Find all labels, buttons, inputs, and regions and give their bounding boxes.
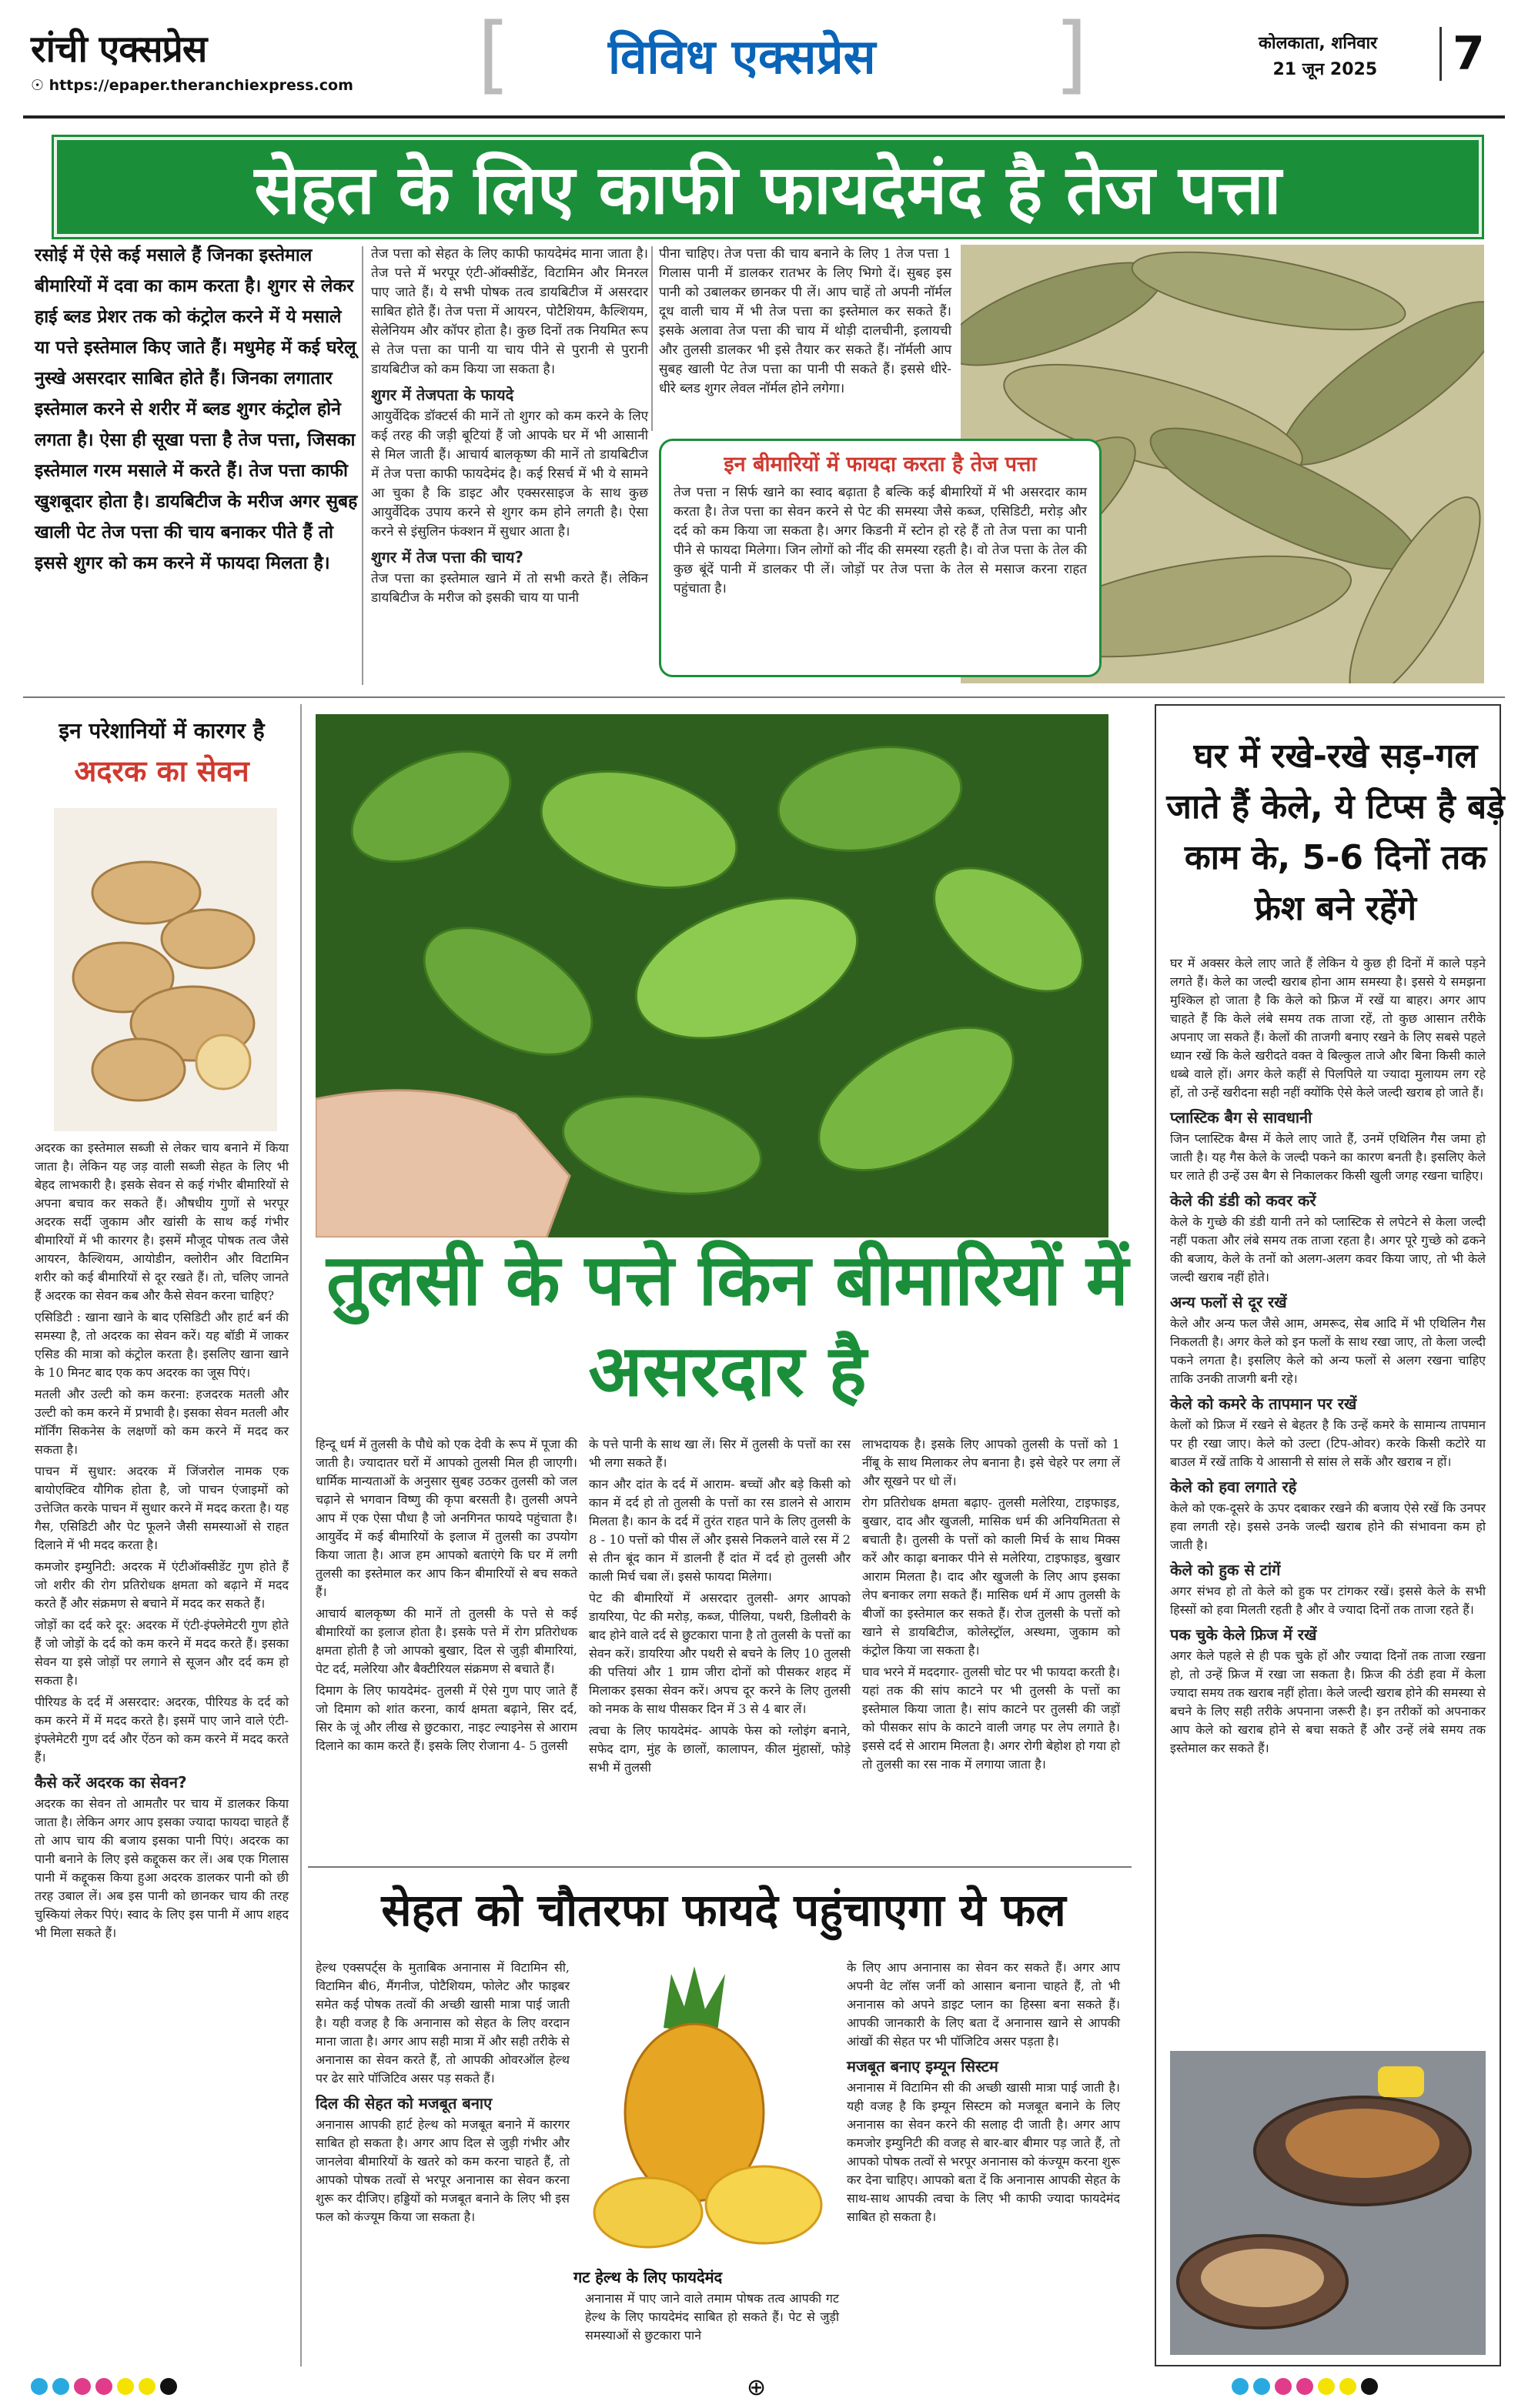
ginger-para: जोड़ों का दर्द करे दूर: अदरक में एंटी-इंफ्लेमेटरी गुण होते हैं जो जोड़ों के दर्द को कम करने में मदद करते हैं। इसका सेवन या इसे जोड़ों पर लगाने से सूजन और दर्द कम हो सकता है। xyxy=(35,1618,289,1688)
basil-para: के पत्ते पानी के साथ खा लें। सिर में तुलसी के पत्तों का रस भी लगा सकते हैं। xyxy=(589,1437,851,1470)
pineapple-subhead: दिल की सेहत को मजबूत बनाए xyxy=(316,2094,493,2112)
basil-col2 xyxy=(589,1435,851,1780)
ginger-para: पाचन में सुधार: अदरक में जिंजरोल नामक एक बायोएक्टिव यौगिक होता है, जो पाचन एंजाइमों को उत्तेजित करके पाचन में सुधार करने में मदद करता है। यह गैस, एसिडिटी और पेट फूलने जैसी समस्याओं से राहत दिलाने में भी मदद करता है। xyxy=(35,1464,289,1552)
bay-leaf-lead: रसोई में ऐसे कई मसाले हैं जिनका इस्तेमाल बीमारियों में दवा का काम करता है। शुगर से लेकर हाई ब्लड प्रेशर तक को कंट्रोल करने में ये मसाले या पत्ते इस्तेमाल किए जाते हैं। मधुमेह में कई घरेलू नुस्खे असरदार साबित होते हैं। जिनका लगातार इस्तेमाल करने से शरीर में ब्लड शुगर कंट्रोल होने लगता है। ऐसा ही सूखा पत्ता है तेज पत्ता, जिसका इस्तेमाल गरम मसाले में करते हैं। तेज पत्ता काफी खुशबूदार होता है। डायबिटीज के मरीज अगर सुबह खाली पेट तेज पत्ता की चाय बनाकर पीते हैं तो इससे शुगर को कम करने में फायदा मिलता है। xyxy=(35,245,358,573)
masthead-rule xyxy=(23,115,1505,119)
pineapple-headline: सेहत को चौतरफा फायदे पहुंचाएगा ये फल xyxy=(381,1884,1066,1936)
banana-headline: घर में रखे-रखे सड़-गल जाते हैं केले, ये टिप्स है बड़े काम के, 5-6 दिनों तक फ्रेश बने रहेंगे xyxy=(1166,736,1505,928)
basil-para: कान और दांत के दर्द में आराम- बच्चों और बड़े किसी को कान में दर्द हो तो तुलसी के पत्तों का रस डालने से आराम मिलता है। कान के दर्द में तुरंत राहत पाने के लिए तुलसी के 8 - 10 पत्तों को पीस लें और इससे निकलने वाले रस में 2 से तीन बूंद कान में डालनी हैं दांत में दर्द हो तुलसी और काली मिर्च चबा लें। इससे फायदा मिलेगा। xyxy=(589,1477,851,1584)
ginger-para: पीरियड के दर्द में असरदार: अदरक, पीरियड के दर्द को कम करने में में मदद करते है। इसमें पाए जाने वाले एंटी-इंफ्लेमेटरी गुण दर्द और ऐंठन को कम करने में मदद करते हैं। xyxy=(35,1695,289,1765)
ginger-illustration xyxy=(54,808,277,1131)
pineapple-para: अनानास आपकी हार्ट हेल्थ को मजबूत बनाने में कारगर साबित हो सकता है। अगर आप दिल से जुड़ी गंभीर और जानलेवा बीमारियों के खतरे को कम करना चाहते हैं, तो आपको पोषक तत्वों से भरपूर अनानास का सेवन करना शुरू कर दीजिए। हड्डियों को मजबूत बनाने के लिए भी इस फल को कंज्यूम किया जा सकता है। xyxy=(316,2117,570,2224)
basil-para: पेट की बीमारियों में असरदार तुलसी- अगर आपको डायरिया, पेट की मरोड़, कब्ज, पीलिया, पथरी, डिलीवरी के बाद होने वाले दर्द से छुटकारा पाना है तो तुलसी के पत्तों का सेवन करें। डायरिया और पथरी से बचने के लिए 10 तुलसी की पत्तियां और 1 ग्राम जीरा दोनों को पीसकर शहद में मिलाकर इसका सेवन करें। अपच दूर करने के लिए तुलसी को नमक के साथ पीसकर दिन में 3 से 4 बार लें। xyxy=(589,1591,851,1716)
pineapple-subhead: मजबूत बनाए इम्यून सिस्टम xyxy=(847,2057,998,2076)
bay-leaf-headline: सेहत के लिए काफी फायदेमंद है तेज पत्ता xyxy=(54,137,1482,237)
section-rule xyxy=(308,1866,1132,1868)
ginger-subhead: कैसे करें अदरक का सेवन? xyxy=(35,1773,187,1792)
pineapple-col3 xyxy=(847,1959,1120,2229)
banana-para: घर में अक्सर केले लाए जाते हैं लेकिन ये कुछ ही दिनों में काले पड़ने लगते हैं। केले का जल्दी खराब होना आम समस्या है। इससे ये समझना मुश्किल हो जाता है कि केले को फ्रिज में रखें या बाहर। अगर आप चाहते हैं कि केले लंबे समय तक ताजा रहें, तो कुछ आसान तरीके अपनाए जा सकते हैं। केलों की ताजगी बनाए रखने के लिए सबसे पहले ध्यान रखें कि केले खरीदते वक्त वे बिल्कुल ताजे और बिना किसी काले धब्बे वाले हों। अगर केले कहीं से पिलपिले या ज्यादा मुलायम लग रहे हों, तो उन्हें खरीदना सही नहीं क्योंकि ऐसे केले जल्दी खराब हो जाते हैं। xyxy=(1170,956,1486,1100)
basil-para: दिमाग के लिए फायदेमंद- तुलसी में ऐसे गुण पाए जाते हैं जो दिमाग को शांत करना, कार्य क्षमता बढ़ाने, सिर दर्द, सिर के जूं और लीख से छुटकारा, नाइट ल्याइनेस से आराम दिलाने का काम करते हैं। इसके लिए रोजाना 4- 5 तुलसी xyxy=(316,1683,577,1753)
bay-leaf-para: तेज पत्ता को सेहत के लिए काफी फायदेमंद माना जाता है। तेज पत्ते में भरपूर एंटी-ऑक्सीडेंट, विटामिन और मिनरल पाए जाते हैं। ये सभी पोषक तत्व डायबिटीज में असरदार साबित होते हैं। तेज पत्ता में आयरन, पोटैशियम, कैल्शियम, सेलेनियम और कॉपर होता है। कुछ दिनों तक नियमित रूप से तेज पत्ता का पानी या चाय पीने से पुरानी से पुरानी डायबिटीज को कम किया जा सकता है। xyxy=(371,246,648,377)
issue-date: 21 जून 2025 xyxy=(1272,60,1378,79)
newspaper-logo: रांची एक्सप्रेस xyxy=(31,28,207,71)
pineapple-para: अनानास में पाए जाने वाले तमाम पोषक तत्व आपकी गट हेल्थ के लिए फायदेमंद साबित हो सकते हैं। पेट से जुड़ी समस्याओं से छुटकारा पाने xyxy=(585,2291,839,2343)
banana-para: केलों को फ्रिज में रखने से बेहतर है कि उन्हें कमरे के सामान्य तापमान पर ही रखा जाए। केले को उल्टा (टिप-ओवर) करके किसी कटोरे या बाउल में रखें ताकि ये आसानी से सांस ले सकें और खराब न हों। xyxy=(1170,1418,1486,1469)
globe-icon: ☉ xyxy=(31,77,49,94)
kitchen-photo xyxy=(1170,2051,1486,2355)
banana-subhead: केले की डंडी को कवर करें xyxy=(1170,1191,1316,1210)
ginger-para: कमजोर इम्युनिटी: अदरक में एंटीऑक्सीडेंट गुण होते हैं जो शरीर की रोग प्रतिरोधक क्षमता को बढ़ाने में मदद करते हैं और संक्रमण से बचाने में मदद कर सकते हैं। xyxy=(35,1559,289,1611)
pineapple-photo xyxy=(579,1959,833,2259)
dateline xyxy=(1259,31,1377,83)
basil-photo xyxy=(316,714,1108,1237)
basil-para: घाव भरने में मददगार- तुलसी चोट पर भी फायदा करती है। यहां तक की सांप काटने पर भी तुलसी के पत्तों का इस्तेमाल किया जाता है। सांप काटने पर तुलसी की जड़ों को पीसकर सांप के काटने वाली जगह पर लेप लगाते है। इससे दर्द से आराम मिलता है। अगर रोगी बेहोश हो गया हो तो तुलसी का रस नाक में लगाया जाता है। xyxy=(862,1665,1120,1772)
registration-mark-icon: ⊕ xyxy=(747,2374,767,2401)
ginger-kicker: इन परेशानियों में कारगर है xyxy=(59,718,265,743)
banana-para: अगर केले पहले से ही पक चुके हों और ज्यादा दिनों तक ताजा रखना हो, तो उन्हें फ्रिज में रखा जा सकता है। फ्रिज की ठंडी हवा में केला ज्यादा समय तक खराब नहीं होता। केले जल्दी खराब होने की समस्या से बचने के लिए सही तरीके अपनाना जरूरी है। इन तरीकों को अपनाकर आप केले को खराब होने से बचा सकते हैं और उन्हें लंबे समय तक इस्तेमाल कर सकते हैं। xyxy=(1170,1648,1486,1755)
banana-para: केले को एक-दूसरे के ऊपर दबाकर रखने की बजाय ऐसे रखें कि उनपर हवा लगती रहे। इससे उनके जल्दी खराब होने की संभावना कम हो जाती है। xyxy=(1170,1501,1486,1552)
epaper-url[interactable] xyxy=(31,77,353,94)
ginger-headline: अदरक का सेवन xyxy=(74,754,249,788)
bay-leaf-para: पीना चाहिए। तेज पत्ता की चाय बनाने के लिए 1 तेज पत्ता 1 गिलास पानी में डालकर रातभर के लिए भिगो दें। सुबह इस पानी को उबालकर छानकर पी लें। आप चाहें तो अपनी नॉर्मल दूध वाली चाय में भी तेज पत्ता का इस्तेमाल कर सकते हैं। इसके अलावा तेज पत्ता की चाय में थोड़ी दालचीनी, इलायची और तुलसी डालकर भी इसे तैयार कर सकते हैं। नॉर्मली आप सुबह खाली पेट तेज पत्ता का पानी पी सकते हैं। इससे धीरे-धीरे ब्लड शुगर लेवल नॉर्मल होने लगेगा। xyxy=(659,246,951,396)
banana-subhead: केले को हुक से टांगें xyxy=(1170,1561,1281,1579)
basil-para: रोग प्रतिरोधक क्षमता बढ़ाए- तुलसी मलेरिया, टाइफाइड, बुखार, दाद और खुजली, मासिक धर्म की अनियमितता से बचाती है। तुलसी के पत्तों को काली मिर्च के साथ मिक्स करें और काढ़ा बनाकर पीने से मलेरिया, टाइफाइड, बुखार आराम मिलता है। दाद और खुजली के लिए आप इसका लेप बनाकर लगा सकते हैं। मासिक धर्म में आप तुलसी के बीजों का इस्तेमाल कर सकते हैं। रोज तुलसी के पत्तों को खाने से डायबिटीज, कोलेस्ट्रॉल, अस्थमा, जुकाम को कंट्रोल किया जा सकता है। xyxy=(862,1495,1120,1658)
page-number: 7 xyxy=(1439,27,1485,81)
banana-para: अगर संभव हो तो केले को हुक पर टांगकर रखें। इससे केले के सभी हिस्सों को हवा मिलती रहती है और वे ज्यादा दिनों तक ताजा रहते हैं। xyxy=(1170,1584,1486,1617)
bay-leaf-para: तेज पत्ता का इस्तेमाल खाने में तो सभी करते हैं। लेकिन डायबिटीज के मरीज को इसकी चाय या पानी xyxy=(371,571,648,606)
pineapple-col1 xyxy=(316,1959,570,2229)
bay-leaf-subhead: शुगर में तेज पत्ता की चाय? xyxy=(371,548,524,566)
kitchen-illustration xyxy=(1170,2051,1486,2355)
bracket-left-icon: [ xyxy=(477,5,510,103)
bay-leaf-col3 xyxy=(659,245,951,402)
banana-body xyxy=(1170,954,1486,1761)
color-registration-dots xyxy=(31,2378,182,2398)
ginger-photo xyxy=(54,808,277,1131)
banana-para: जिन प्लास्टिक बैग्स में केले लाए जाते हैं, उनमें एथिलिन गैस जमा हो जाती है। यह गैस केले के जल्दी पकने का कारण बनती है। इसलिए केले घर लाते ही उन्हें उस बैग से निकालकर किसी खुली जगह रखना चाहिए। xyxy=(1170,1131,1486,1183)
pineapple-para: के लिए आप अनानास का सेवन कर सकते हैं। अगर आप अपनी वेट लॉस जर्नी को आसान बनाना चाहते हैं, तो भी अनानास को अपने डाइट प्लान का हिस्सा बना सकते हैं। आपकी जानकारी के लिए बता दें अनानास खाने से आपकी आंखों की सेहत पर भी पॉजिटिव असर पड़ता है। xyxy=(847,1960,1120,2049)
basil-illustration xyxy=(316,714,1108,1237)
bay-leaf-subhead: शुगर में तेजपता के फायदे xyxy=(371,386,514,404)
banana-para: केले के गुच्छे की डंडी यानी तने को प्लास्टिक से लपेटने से केला जल्दी नहीं पकता और लंबे समय तक ताजा रहता है। अगर पूरे गुच्छे को ढकने की बजाय, केले के तनों को अलग-अलग कवर किया जाए, तो भी केले जल्दी खराब नहीं होते। xyxy=(1170,1214,1486,1284)
column-divider xyxy=(300,704,302,2366)
ginger-body xyxy=(35,1139,289,1945)
ginger-para: अदरक का इस्तेमाल सब्जी से लेकर चाय बनाने में किया जाता है। लेकिन यह जड़ वाली सब्जी सेहत के लिए भी बेहद लाभकारी है। इसके सेवन से कई गंभीर बीमारियों से अपना बचाव कर सकते हैं। औषधीय गुणों से भरपूर अदरक सर्दी जुकाम और खांसी के साथ कई गंभीर बीमारियों में भी कारगर है। इसमें मौजूद पोषक तत्व जैसे आयरन, कैल्शियम, आयोडीन, क्लोरीन और विटामिन शरीर को कई बीमारियों से दूर रखते हैं। तो, चलिए जानते हैं अदरक का सेवन कब और कैसे सेवन करना चाहिए? xyxy=(35,1141,289,1303)
bay-leaf-para: आयुर्वेदिक डॉक्टर्स की मानें तो शुगर को कम करने के लिए कई तरह की जड़ी बूटियां हैं जो आपके घर में भी आसानी से मिल जाती हैं। आचार्य बालकृष्ण की मानें तो डायबिटीज में तेज पत्ता काफी फायदेमंद है। कई रिसर्च में भी ये सामने आ चुका है कि डाइट और एक्सरसाइज के साथ कुछ आयुर्वेदिक उपाय करने से शुगर कम होने लगती है। ऐसा करने से इंसुलिन फंक्शन में सुधार आता है। xyxy=(371,409,648,539)
pineapple-para: हेल्थ एक्सपर्ट्स के मुताबिक अनानास में विटामिन सी, विटामिन बी6, मैंगनीज, पोटैशियम, फोलेट और फाइबर समेत कई पोषक तत्वों की अच्छी खासी मात्रा पाई जाती है। यही वजह है कि अनानास को सेहत के लिए वरदान माना जाता है। अगर आप सही मात्रा में और सही तरीके से अनानास का सेवन करते हैं, तो आपकी ओवरऑल हेल्थ पर ढेर सारे पॉजिटिव असर पड़ सकते हैं। xyxy=(316,1960,570,2086)
basil-para: त्वचा के लिए फायदेमंद- आपके फेस को ग्लोइंग बनाने, सफेद दाग, मुंह के छालों, कालापन, कील मुंहासों, फोड़े सभी में तुलसी xyxy=(589,1723,851,1775)
column-divider xyxy=(362,246,363,685)
city-day: कोलकाता, शनिवार xyxy=(1259,34,1378,53)
pineapple-col2 xyxy=(585,2289,839,2348)
banana-subhead: पक चुके केले फ्रिज में रखें xyxy=(1170,1625,1317,1644)
basil-col1 xyxy=(316,1435,577,1758)
pineapple-para: अनानास में विटामिन सी की अच्छी खासी मात्रा पाई जाती है। यही वजह है कि इम्यून सिस्टम को मजबूत बनाने के लिए अनानास का सेवन करने की सलाह दी जाती है। अगर आप कमजोर इम्युनिटी की वजह से बार-बार बीमार पड़ जाते हैं, तो आपको पोषक तत्वों से भरपूर अनानास को कंज्यूम करना शुरू कर देना चाहिए। आपको बता दें कि अनानास आपकी सेहत के साथ-साथ आपकी त्वचा के लिए भी काफी ज्यादा फायदेमंद साबित हो सकता है। xyxy=(847,2080,1120,2224)
basil-para: लाभदायक है। इसके लिए आपको तुलसी के पत्तों को 1 नींबू के साथ मिलाकर लेप बनाना है। इसे चेहरे पर लगा लें और सूखने पर धो लें। xyxy=(862,1437,1120,1488)
column-divider xyxy=(651,246,653,431)
section-title: विविध एक्सप्रेस xyxy=(608,28,876,85)
banana-subhead: अन्य फलों से दूर रखें xyxy=(1170,1293,1287,1311)
basil-para: आचार्य बालकृष्ण की मानें तो तुलसी के पत्ते से कई बीमारियों का इलाज होता है। इसके पत्ते में रोग प्रतिरोधक क्षमता होती है जो आपको बुखार, दिल से जुड़ी बीमारियां, पेट दर्द, मलेरिया और बैक्टीरियल संक्रमण से बचाते हैं। xyxy=(316,1606,577,1676)
bay-leaf-callout xyxy=(659,439,1102,677)
callout-text: तेज पत्ता न सिर्फ खाने का स्वाद बढ़ाता है बल्कि कई बीमारियों में भी असरदार काम करता है। तेज पत्ता का सेवन करने से पेट की समस्या जैसे कब्ज, एसिडिटी, मरोड़ और दर्द को कम किया जा सकता है। अगर किडनी में स्टोन हो रहे हैं तो तेज पत्ता का पानी पीने से फायदा मिलेगा। जिन लोगों को नींद की समस्या रहती है। वो तेज पत्ता के तेल की कुछ बूंदें पानी में डालकर पी लें। जोड़ों पर तेज पत्ता के तेल से मसाज करना राहत पहुंचाता है। xyxy=(674,485,1087,596)
basil-col3 xyxy=(862,1435,1120,1777)
epaper-url-text: https://epaper.theranchiexpress.com xyxy=(48,77,353,94)
bracket-right-icon: ] xyxy=(1055,5,1088,103)
banana-subhead: प्लास्टिक बैग से सावधानी xyxy=(1170,1108,1312,1127)
ginger-para: मतली और उल्टी को कम करना: हजदरक मतली और उल्टी को कम करने में प्रभावी है। इसका सेवन मतली और मॉर्निंग सिकनेस के लक्षणों को कम करने में मदद कर सकता है। xyxy=(35,1387,289,1457)
banana-para: केले और अन्य फल जैसे आम, अमरूद, सेब आदि में भी एथिलिन गैस निकलती है। अगर केले को इन फलों के साथ रखा जाए, तो केला जल्दी पकने लगता है। इसलिए केले को अन्य फलों से अलग रखना चाहिए ताकि उनकी ताजगी बनी रहे। xyxy=(1170,1316,1486,1386)
section-rule xyxy=(23,696,1505,698)
banana-subhead: केले को कमरे के तापमान पर रखें xyxy=(1170,1394,1357,1413)
basil-para: हिन्दू धर्म में तुलसी के पौधे को एक देवी के रूप में पूजा की जाती है। ज्यादातर घरों में आपको तुलसी मिल ही जाएगी। धार्मिक मान्यताओं के अनुसार सुबह उठकर तुलसी को जल चढ़ाने से भगवान विष्णु की कृपा बरसती है। तुलसी अपने आप में एक ऐसा पौधा है जो अनगिनत फायदे पहुंचाता है। आयुर्वेद में कई बीमारियों के इलाज में तुलसी का उपयोग किया जाता है। आज हम आपको बताएंगे कि घर में लगी तुलसी का इस्तेमाल कर आप किन बीमारियों से बच सकते हैं। xyxy=(316,1437,577,1599)
ginger-para: अदरक का सेवन तो आमतौर पर चाय में डालकर किया जाता है। लेकिन अगर आप इसका ज्यादा फायदा चाहते हैं तो आप चाय की बजाय इसका पानी पिएं। अदरक का पानी बनाने के लिए इसे कद्दूकस कर लें। अब एक गिलास पानी में कद्दूकस किया हुआ अदरक डालकर पानी को छी तरह उबाल लें। अब इस पानी को छानकर चाय की तरह चुस्कियां लेकर पिएं। स्वाद के लिए इस पानी में आप शहद भी मिला सकते हैं। xyxy=(35,1796,289,1940)
basil-headline: तुलसी के पत्ते किन बीमारियों में असरदार है xyxy=(326,1239,1128,1412)
color-registration-dots xyxy=(1232,2378,1383,2398)
pineapple-illustration xyxy=(579,1959,833,2259)
ginger-para: एसिडिटी : खाना खाने के बाद एसिडिटी और हार्ट बर्न की समस्या है, तो अदरक का सेवन करें। यह बॉडी में जाकर एसिड की मात्रा को कंट्रोल करता है। इसलिए खाना खाने के 10 मिनट बाद एक कप अदरक का जूस पिएं। xyxy=(35,1310,289,1380)
callout-title: इन बीमारियों में फायदा करता है तेज पत्ता xyxy=(724,453,1037,476)
bay-leaf-col2 xyxy=(371,245,648,611)
pineapple-caption: गट हेल्थ के लिए फायदेमंद xyxy=(573,2268,723,2286)
banana-subhead: केले को हवा लगाते रहे xyxy=(1170,1478,1297,1496)
